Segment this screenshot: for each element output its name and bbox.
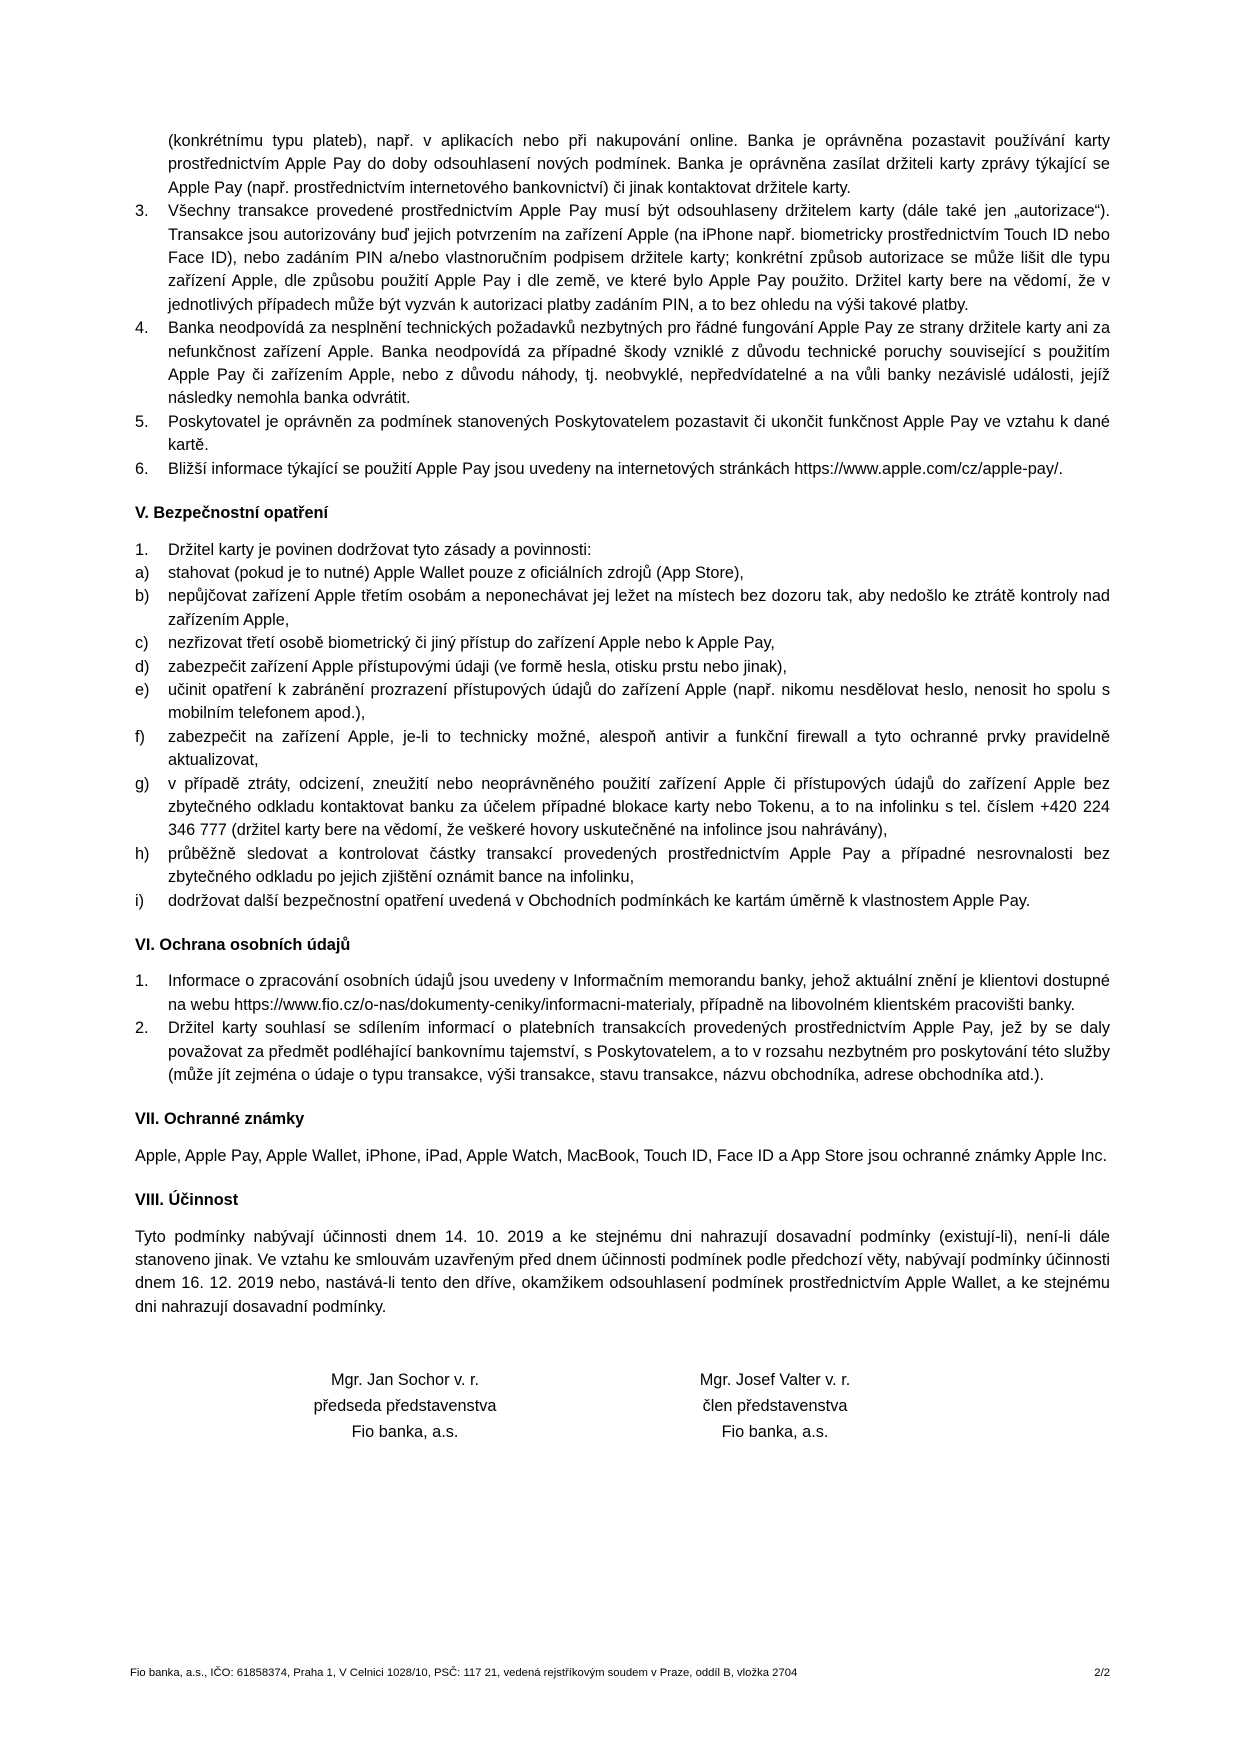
list-text: Bližší informace týkající se použití Apple Pay jsou uvedeny na internetových stránkách https://www.apple.com/cz/apple-pay/. (168, 459, 1064, 478)
list-marker: 6. (135, 459, 149, 478)
list-text: zabezpečit zařízení Apple přístupovými údaji (ve formě hesla, otisku prstu nebo jinak), (168, 657, 787, 676)
list-text: (konkrétnímu typu plateb), např. v aplikacích nebo při nakupování online. Banka je oprávněna pozastavit používání karty prostřednictvím Apple Pay do doby odsouhlasení nových podmínek. Banka je oprávněna zasílat držiteli karty zprávy týkající se Apple Pay (např. prostřednictvím internetového bankovnictví) či jinak kontaktovat držitele karty. (168, 132, 1110, 197)
list-marker: i) (135, 891, 145, 910)
list-text: učinit opatření k zabránění prozrazení přístupových údajů do zařízení Apple (např. nikomu nesdělovat heslo, nenosit ho spolu s mobilním telefonem apod.), (168, 680, 1110, 723)
list-marker: 1. (135, 972, 149, 991)
list-marker: 5. (135, 412, 149, 431)
list-text: Informace o zpracování osobních údajů jsou uvedeny v Informačním memorandu banky, jehož aktuální znění je klientovi dostupné na webu https://www.fio.cz/o-nas/dokumenty-ceniky/informacni-materialy, případně na libovolném klientském pracovišti banky. (168, 972, 1110, 1014)
list-marker: 4. (135, 319, 149, 338)
list-text: stahovat (pokud je to nutné) Apple Wallet pouze z oficiálních zdrojů (App Store), (168, 563, 744, 582)
list-text: Držitel karty je povinen dodržovat tyto zásady a povinnosti: (168, 540, 592, 559)
list-text: Držitel karty souhlasí se sdílením informací o platebních transakcích provedených prostřednictvím Apple Pay, jež by se daly považovat za předmět podléhající bankovnímu tajemství, s Poskytovatelem, a to v rozsahu nezbytném pro poskytování této služby (může jít zejména o údaje o typu transakce, výši transakce, stavu transakce, názvu obchodníka, adrese obchodníka atd.). (168, 1019, 1110, 1085)
document-content (135, 130, 1110, 1445)
list-item-vi-1 (135, 970, 1110, 1017)
list-item-v-g (135, 773, 1110, 843)
list-marker: a) (135, 563, 150, 582)
list-item-4 (135, 317, 1110, 411)
list-item-6 (135, 458, 1110, 481)
list-item-v-h (135, 843, 1110, 890)
list-marker: h) (135, 844, 150, 863)
signature-company: Fio banka, a.s. (351, 1423, 459, 1442)
list-item-v-d (135, 656, 1110, 679)
footer-company-info: Fio banka, a.s., IČO: 61858374, Praha 1, V Celnici 1028/10, PSČ: 117 21, vedená rejstříkovým soudem v Praze, oddíl B, vložka 2704 (130, 1667, 798, 1679)
section-heading-vi: VI. Ochrana osobních údajů (135, 936, 351, 954)
section-heading-v: V. Bezpečnostní opatření (135, 504, 329, 523)
list-text: Poskytovatel je oprávněn za podmínek stanovených Poskytovatelem pozastavit či ukončit funkčnost Apple Pay ve vztahu k dané kartě. (168, 412, 1110, 455)
trademarks-paragraph: Apple, Apple Pay, Apple Wallet, iPhone, iPad, Apple Watch, MacBook, Touch ID, Face ID a App Store jsou ochranné známky Apple Inc. (135, 1146, 1107, 1165)
section-heading-viii: VIII. Účinnost (135, 1191, 239, 1210)
list-marker: 1. (135, 540, 149, 559)
signature-name: Mgr. Jan Sochor v. r. (330, 1371, 480, 1390)
list-marker: f) (135, 727, 145, 746)
list-item-continuation (135, 130, 1110, 200)
list-item-vi-2 (135, 1017, 1110, 1087)
list-text: v případě ztráty, odcizení, zneužití nebo neoprávněného použití zařízení Apple či přístupových údajů do zařízení Apple bez zbytečného odkladu kontaktovat banku za účelem případné blokace karty nebo Tokenu, a to na infolinku s tel. číslem +420 224 346 777 (držitel karty bere na vědomí, že veškeré hovory uskutečněné na infolince jsou nahrávány), (168, 774, 1110, 840)
signature-role: člen představenstva (702, 1397, 848, 1416)
list-marker: b) (135, 587, 150, 606)
page-footer (130, 1666, 1110, 1680)
section-heading-vii: VII. Ochranné známky (135, 1110, 305, 1129)
page-number: 2/2 (1094, 1667, 1110, 1679)
signature-role: předseda představenstva (313, 1397, 497, 1416)
list-marker: g) (135, 774, 150, 793)
list-text: zabezpečit na zařízení Apple, je-li to technicky možné, alespoň antivir a funkční firewall a tyto ochranné prvky pravidelně aktualizovat, (168, 727, 1110, 770)
list-marker: e) (135, 680, 150, 699)
list-item-v-f (135, 726, 1110, 773)
list-marker: d) (135, 657, 150, 676)
effectiveness-paragraph: Tyto podmínky nabývají účinnosti dnem 14. 10. 2019 a ke stejnému dni nahrazují dosavadní podmínky (existují-li), není-li dále stanoveno jinak. Ve vztahu ke smlouvám uzavřeným před dnem účinnosti podmínek podle předchozí věty, nabývají podmínky účinnosti dnem 16. 12. 2019 nebo, nastává-li tento den dříve, okamžikem odsouhlasení podmínek prostřednictvím Apple Wallet, a ke stejnému dni nahrazují dosavadní podmínky. (135, 1227, 1110, 1316)
list-item-3 (135, 200, 1110, 317)
list-item-v-e (135, 679, 1110, 726)
signature-row (135, 1367, 1110, 1445)
list-item-v-a (135, 562, 1110, 585)
list-item-v-1 (135, 539, 1110, 562)
signature-name: Mgr. Josef Valter v. r. (699, 1371, 851, 1390)
list-text: nezřizovat třetí osobě biometrický či jiný přístup do zařízení Apple nebo k Apple Pay, (168, 634, 775, 653)
list-text: Banka neodpovídá za nesplnění technických požadavků nezbytných pro řádné fungování Apple Pay ze strany držitele karty ani za nefunkčnost zařízení Apple. Banka neodpovídá za případné škody vzniklé z důvodu technické poruchy související s použitím Apple Pay či zařízením Apple, nebo z důvodu náhody, tj. neobvyklé, nepředvídatelné a na vůli banky nezávislé události, jejíž následky nemohla banka odvrátit. (168, 319, 1110, 408)
list-text: nepůjčovat zařízení Apple třetím osobám a neponechávat jej ležet na místech bez dozoru tak, aby nedošlo ke ztrátě kontroly nad zařízením Apple, (168, 587, 1110, 629)
list-marker: c) (135, 634, 149, 653)
list-item-v-i (135, 890, 1110, 913)
list-text: Všechny transakce provedené prostřednictvím Apple Pay musí být odsouhlaseny držitelem karty (dále také jen „autorizace“). Transakce jsou autorizovány buď jejich potvrzením na zařízení Apple (na iPhone např. biometricky prostřednictvím Touch ID nebo Face ID), nebo zadáním PIN a/nebo vlastnoručním podpisem držitele karty; konkrétní způsob autorizace se může lišit dle typu zařízení Apple, dle způsobu použití Apple Pay i dle země, ve které bylo Apple Pay použito. Držitel karty bere na vědomí, že v jednotlivých případech může být vyzván k autorizaci platby zadáním PIN, a to bez ohledu na výši takové platby. (168, 202, 1110, 314)
list-item-v-b (135, 585, 1110, 632)
list-marker: 2. (135, 1019, 149, 1038)
list-text: průběžně sledovat a kontrolovat částky transakcí provedených prostřednictvím Apple Pay a případné nesrovnalosti bez zbytečného odkladu po jejich zjištění oznámit bance na infolinku, (168, 844, 1110, 887)
signature-block-left (255, 1367, 555, 1445)
signature-block-right (625, 1367, 925, 1445)
list-item-5 (135, 411, 1110, 458)
signature-company: Fio banka, a.s. (721, 1423, 829, 1442)
list-item-v-c (135, 632, 1110, 655)
list-marker: 3. (135, 202, 149, 221)
list-text: dodržovat další bezpečnostní opatření uvedená v Obchodních podmínkách ke kartám úměrně k vlastnostem Apple Pay. (168, 891, 1031, 910)
